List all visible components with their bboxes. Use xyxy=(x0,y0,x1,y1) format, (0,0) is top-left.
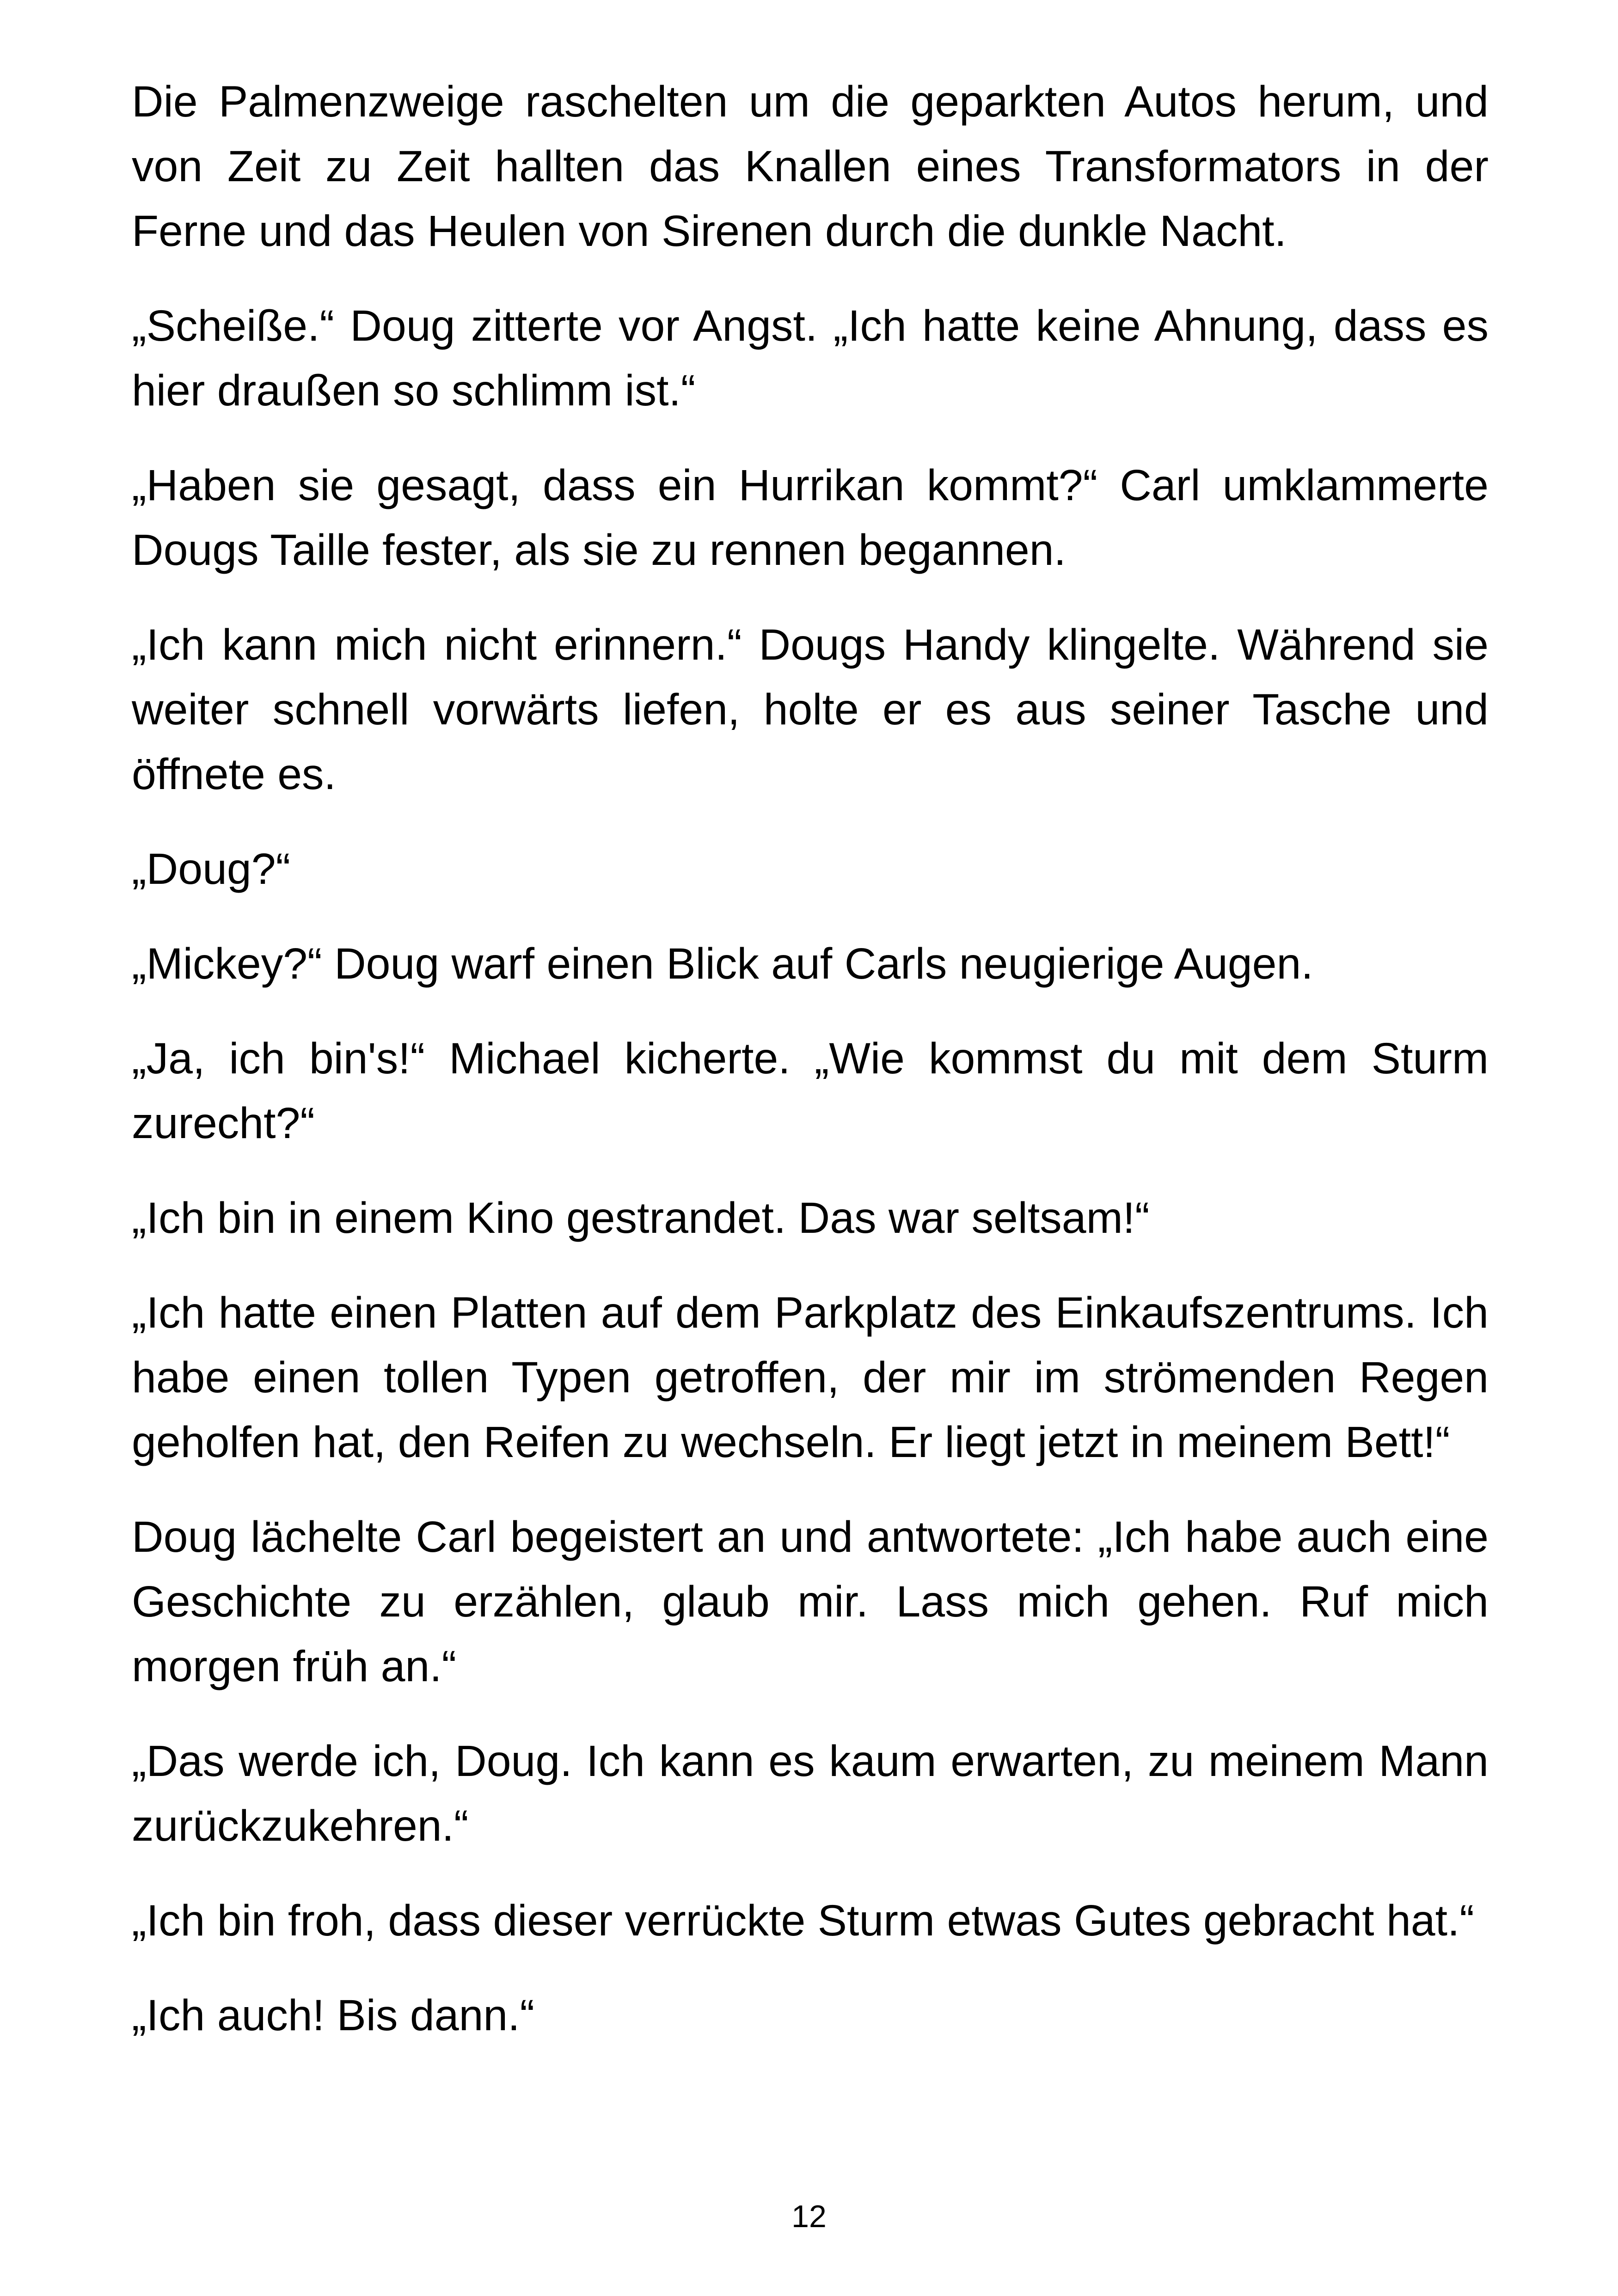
paragraph-1: Die Palmenzweige raschelten um die geparkten Autos herum, und von Zeit zu Zeit hallten das Knallen eines Transformators in der Ferne und das Heulen von Sirenen durch die dunkle Nacht. xyxy=(132,77,1489,256)
paragraph-10: Doug lächelte Carl begeistert an und antwortete: „Ich habe auch eine Geschichte zu erzählen, glaub mir. Lass mich gehen. Ruf mich morgen früh an.“ xyxy=(132,1512,1489,1691)
paragraph-13: „Ich auch! Bis dann.“ xyxy=(132,1991,535,2040)
paragraph-9: „Ich hatte einen Platten auf dem Parkplatz des Einkaufszentrums. Ich habe einen tollen Typen getroffen, der mir im strömenden Regen geholfen hat, den Reifen zu wechseln. Er liegt jetzt in meinem Bett!“ xyxy=(132,1288,1489,1467)
body-text xyxy=(132,69,1489,2048)
page-number: 12 xyxy=(791,2199,827,2234)
paragraph-5: „Doug?“ xyxy=(132,845,291,894)
paragraph-7: „Ja, ich bin's!“ Michael kicherte. „Wie kommst du mit dem Sturm zurecht?“ xyxy=(132,1034,1489,1148)
paragraph-4: „Ich kann mich nicht erinnern.“ Dougs Handy klingelte. Während sie weiter schnell vorwärts liefen, holte er es aus seiner Tasche und öffnete es. xyxy=(132,620,1489,799)
paragraph-8: „Ich bin in einem Kino gestrandet. Das war seltsam!“ xyxy=(132,1194,1150,1243)
paragraph-3: „Haben sie gesagt, dass ein Hurrikan kommt?“ Carl umklammerte Dougs Taille fester, als sie zu rennen begannen. xyxy=(132,461,1489,575)
paragraph-11: „Das werde ich, Doug. Ich kann es kaum erwarten, zu meinem Mann zurückzukehren.“ xyxy=(132,1737,1489,1850)
paragraph-2: „Scheiße.“ Doug zitterte vor Angst. „Ich hatte keine Ahnung, dass es hier draußen so schlimm ist.“ xyxy=(132,301,1489,415)
paragraph-12: „Ich bin froh, dass dieser verrückte Sturm etwas Gutes gebracht hat.“ xyxy=(132,1896,1475,1945)
paragraph-6: „Mickey?“ Doug warf einen Blick auf Carls neugierige Augen. xyxy=(132,939,1313,988)
